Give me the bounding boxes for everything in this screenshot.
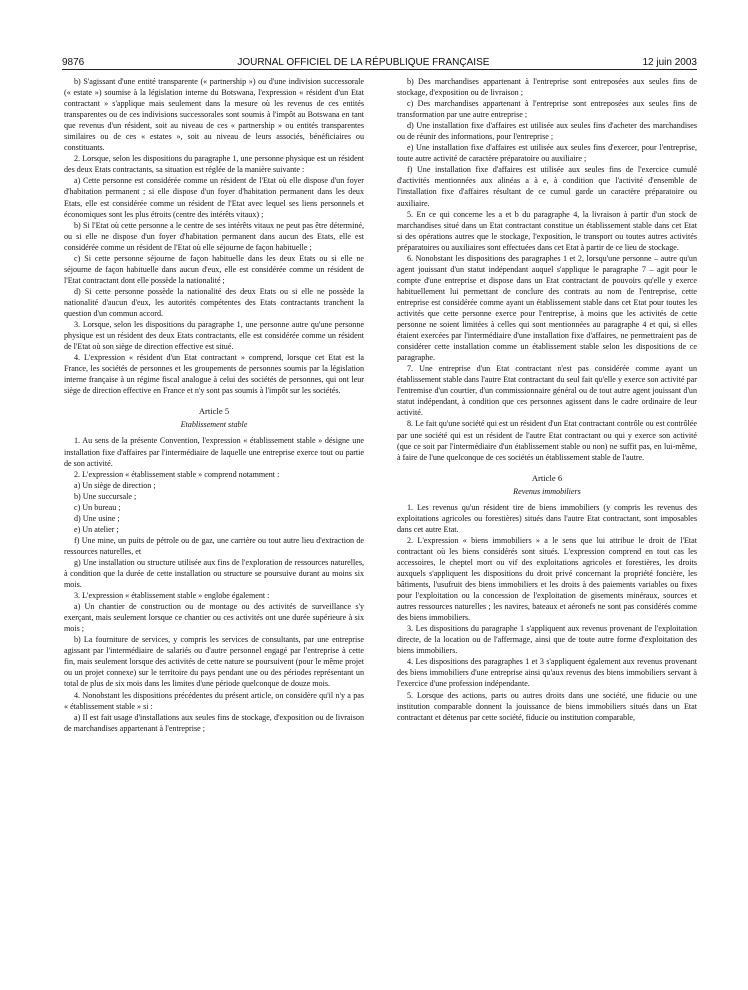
header-rule bbox=[62, 69, 697, 70]
page-number: 9876 bbox=[62, 57, 85, 68]
article-heading: Article 6 bbox=[531, 472, 563, 483]
paragraph: 2. L'expression « biens immobiliers » a le sens que lui attribue le droit de l'Etat contractant où les biens considérés sont situés. L'expression comprend en tout cas les accessoires, le cheptel mort ou vif des exploitations agricoles et forestières, les droits auxquels s'appliquent les dispositions du droit privé concernant la propriété foncière, les bâtiments, l'usufruit des biens immobiliers et les droits à des paiements variables ou fixes pour l'exploitation ou la concession de l'exploitation de gisements minéraux, sources et autres ressources naturelles ; les navires, bateaux et aéronefs ne sont pas considérés comme des biens immobiliers. bbox=[397, 535, 697, 623]
list-item: g) Une installation ou structure utilisée aux fins de l'exploration de ressources naturelles, à condition que la durée de cette installation ou structure se poursuive durant au moins six mois. bbox=[64, 557, 364, 590]
paragraph: 5. Lorsque des actions, parts ou autres droits dans une société, une fiducie ou une institution comparable donnent la jouissance de biens immobiliers situés dans un Etat contractant et détenus par cette société, fiducie ou institution comparable, bbox=[397, 690, 697, 722]
paragraph: d) Si cette personne possède la nationalité des deux Etats ou si elle ne possède la nationalité d'aucun d'eux, les autorités compétentes des Etats contractants tranchent la question d'un commun accord. bbox=[64, 286, 364, 318]
paragraph: 5. En ce qui concerne les a et b du paragraphe 4, la livraison à partir d'un stock de marchandises situé dans un Etat contractant constitue un établissement stable dans cet Etat si des opérations autres que le stockage, l'exposition, le transport ou toutes autres activités préparatoires ou auxiliaires sont effectuées dans cet Etat à partir de ce lieu de stockage. bbox=[397, 209, 697, 252]
right-column bbox=[397, 76, 697, 723]
list-item: d) Une installation fixe d'affaires est utilisée aux seules fins d'acheter des marchandises ou de réunir des informations, pour l'entreprise ; bbox=[397, 121, 697, 142]
paragraph: 3. L'expression « établissement stable » englobe également : bbox=[74, 591, 270, 601]
paragraph: 2. L'expression « établissement stable » comprend notamment : bbox=[74, 469, 280, 479]
paragraph: 3. Lorsque, selon les dispositions du paragraphe 1, une personne autre qu'une personne physique est un résident des deux Etats contractants, elle est considérée comme un résident de l'Etat où son siège de direction effective est situé. bbox=[64, 320, 364, 352]
list-item: d) Une usine ; bbox=[74, 513, 120, 523]
journal-title: JOURNAL OFFICIEL DE LA RÉPUBLIQUE FRANÇAISE bbox=[237, 57, 490, 68]
paragraph: c) Si cette personne séjourne de façon habituelle dans les deux Etats ou si elle ne séjourne de façon habituelle dans aucun d'eux, elle est considérée comme un résident de l'Etat contractant dont elle possède la nationalité ; bbox=[64, 253, 364, 285]
paragraph: b) Si l'Etat où cette personne a le centre de ses intérêts vitaux ne peut pas être déterminé, ou si elle ne dispose d'un foyer d'habitation permanent dans aucun des Etats, elle est considérée comme un résident de l'Etat où elle séjourne de façon habituelle ; bbox=[64, 220, 364, 252]
list-item: c) Un bureau ; bbox=[74, 502, 121, 512]
article-heading: Article 5 bbox=[198, 406, 230, 417]
list-item: e) Une installation fixe d'affaires est utilisée aux seules fins d'exercer, pour l'entreprise, toute autre activité de caractère préparatoire ou auxiliaire ; bbox=[397, 143, 697, 164]
page-header bbox=[62, 50, 697, 68]
paragraph: 6. Nonobstant les dispositions des paragraphes 1 et 2, lorsqu'une personne – autre qu'un agent jouissant d'un statut indépendant auquel s'applique le paragraphe 7 – agit pour le compte d'une entreprise et dispose dans un Etat contractant de pouvoirs qu'elle y exerce habituellement lui permettant de conclure des contrats au nom de l'entreprise, cette entreprise est considérée comme ayant un établissement stable dans cet Etat pour toutes les activités que cette personne exerce pour l'entreprise, à moins que les activités de cette personne ne soient limitées à celles qui sont mentionnées au paragraphe 4 et qui, si elles étaient exercées par l'intermédiaire d'une installation fixe d'affaires, ne permettraient pas de considérer cette installation comme un établissement stable selon les dispositions de ce paragraphe. bbox=[397, 253, 697, 363]
list-item: a) Un siège de direction ; bbox=[74, 480, 156, 490]
paragraph: 3. Les dispositions du paragraphe 1 s'appliquent aux revenus provenant de l'exploitation directe, de la location ou de l'affermage, ainsi que de toute autre forme d'exploitation des biens immobiliers. bbox=[397, 624, 697, 656]
list-item: a) Il est fait usage d'installations aux seules fins de stockage, d'exposition ou de livraison de marchandises appartenant à l'entreprise ; bbox=[64, 712, 364, 733]
list-item: c) Des marchandises appartenant à l'entreprise sont entreposées aux seules fins de transformation par une autre entreprise ; bbox=[397, 99, 697, 120]
list-item: f) Une mine, un puits de pétrole ou de gaz, une carrière ou tout autre lieu d'extraction de ressources naturelles, et bbox=[64, 535, 364, 556]
list-item: b) Une succursale ; bbox=[74, 491, 137, 501]
issue-date: 12 juin 2003 bbox=[642, 57, 697, 68]
list-item: b) Des marchandises appartenant à l'entreprise sont entreposées aux seules fins de stockage, d'exposition ou de livraison ; bbox=[397, 77, 697, 98]
paragraph: 4. Les dispositions des paragraphes 1 et 3 s'appliquent également aux revenus provenant des biens immobiliers d'une entreprise ainsi qu'aux revenus des biens immobiliers servant à l'exercice d'une profession indépendante. bbox=[397, 657, 697, 689]
paragraph: 8. Le fait qu'une société qui est un résident d'un Etat contractant contrôle ou est contrôlée par une société qui est un résident de l'autre Etat contractant ou qui y exerce son activité (que ce soit par l'intermédiaire d'un établissement stable ou non) ne suffit pas, en lui-même, à faire de l'une quelconque de ces sociétés un établissement stable de l'autre. bbox=[397, 419, 697, 462]
paragraph: 7. Une entreprise d'un Etat contractant n'est pas considérée comme ayant un établissement stable dans l'autre Etat contractant du seul fait qu'elle y exerce son activité par l'entremise d'un courtier, d'un commissionnaire général ou de tout autre agent jouissant d'un statut indépendant, à condition que ces personnes agissent dans le cadre ordinaire de leur activité. bbox=[397, 364, 697, 418]
list-item: a) Un chantier de construction ou de montage ou des activités de surveillance s'y exerçant, mais seulement lorsque ce chantier ou ces activités ont une durée supérieure à six mois ; bbox=[64, 602, 364, 634]
paragraph: b) S'agissant d'une entité transparente (« partnership ») ou d'une indivision successorale (« estate ») soumise à la législation interne du Botswana, l'expression « résident d'un Etat contractant » s'applique mais seulement dans la mesure où les revenus de ces entités transparentes ou de ces indivisions successorales sont soumis à l'impôt au Botswana en tant que revenus d'un résident, soit au niveau de ces « partnership » ou entités transparentes similaires ou de ces « estates », soit au niveau de leurs associés, bénéficiaires ou constituants. bbox=[64, 77, 364, 153]
list-item: f) Une installation fixe d'affaires est utilisée aux seules fins de l'exercice cumulé d'activités mentionnées aux alinéas a à e, à condition que l'activité d'ensemble de l'installation fixe d'affaires résultant de ce cumul garde un caractère préparatoire ou auxiliaire. bbox=[397, 165, 697, 208]
article-subtitle: Revenus immobiliers bbox=[513, 486, 581, 496]
paragraph: a) Cette personne est considérée comme un résident de l'Etat où elle dispose d'un foyer d'habitation permanent ; si elle dispose d'un foyer d'habitation permanent dans les deux Etats, elle est considérée comme un résident de l'Etat avec lequel ses liens personnels et économiques sont les plus étroits (centre des intérêts vitaux) ; bbox=[64, 176, 364, 219]
paragraph: 2. Lorsque, selon les dispositions du paragraphe 1, une personne physique est un résident des deux Etats contractants, sa situation est réglée de la manière suivante : bbox=[64, 154, 364, 175]
list-item: e) Un atelier ; bbox=[74, 524, 119, 534]
list-item: b) La fourniture de services, y compris les services de consultants, par une entreprise agissant par l'intermédiaire de salariés ou d'autre personnel engagé par l'entreprise à cette fin, mais seulement lorsque des activités de cette nature se poursuivent (pour le même projet ou un projet connexe) sur le territoire du pays pendant une ou des périodes représentant un total de plus de six mois dans les limites d'une période quelconque de douze mois. bbox=[64, 635, 364, 689]
paragraph: 1. Au sens de la présente Convention, l'expression « établissement stable » désigne une installation fixe d'affaires par l'intermédiaire de laquelle une entreprise exerce tout ou partie de son activité. bbox=[64, 436, 364, 468]
article-subtitle: Etablissement stable bbox=[180, 420, 248, 430]
paragraph: 1. Les revenus qu'un résident tire de biens immobiliers (y compris les revenus des exploitations agricoles ou forestières) situés dans l'autre Etat contractant, sont imposables dans cet autre Etat. bbox=[397, 502, 697, 534]
paragraph: 4. Nonobstant les dispositions précédentes du présent article, on considère qu'il n'y a pas « établissement stable » si : bbox=[64, 690, 364, 711]
paragraph: 4. L'expression « résident d'un Etat contractant » comprend, lorsque cet Etat est la France, les sociétés de personnes et les groupements de personnes soumis par la législation interne française à un régime fiscal analogue à celui des sociétés de personnes, qui ont leur siège de direction effective en France et n'y sont pas soumis à l'impôt sur les sociétés. bbox=[64, 353, 364, 396]
left-column bbox=[64, 76, 364, 734]
